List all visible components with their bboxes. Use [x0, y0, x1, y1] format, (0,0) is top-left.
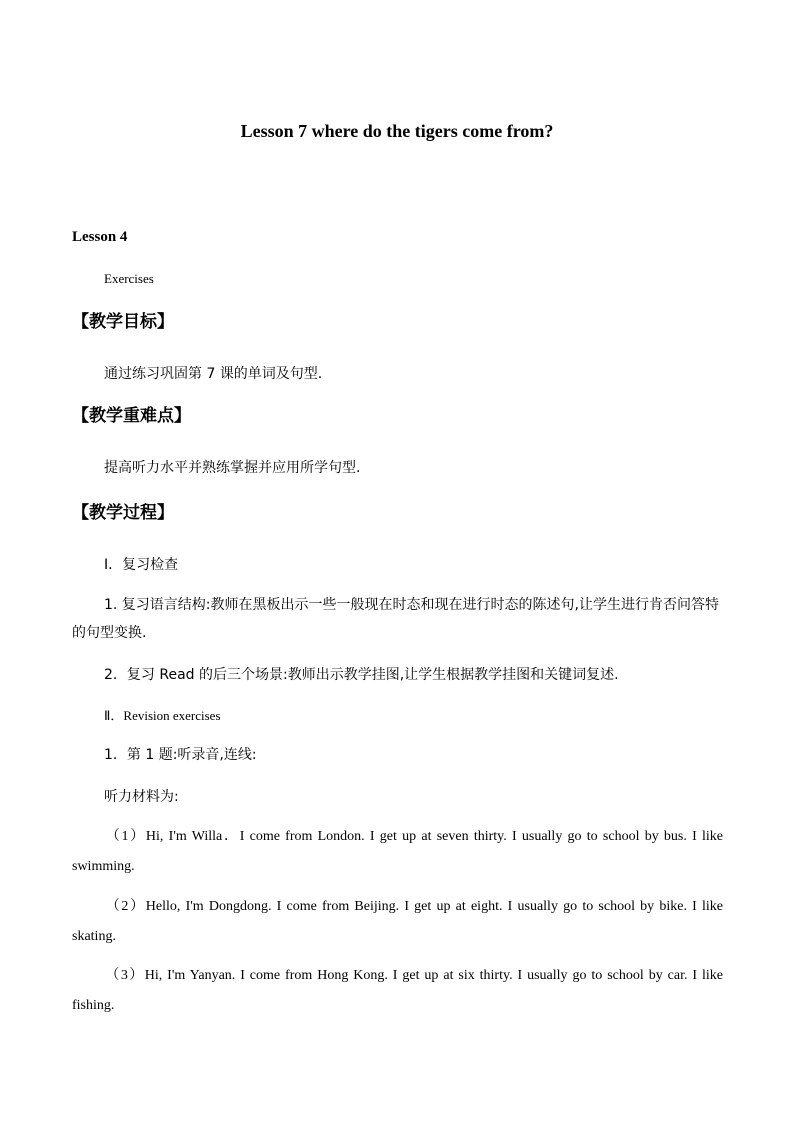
listening-item-3: [72, 961, 723, 1021]
key-points-heading: 【教学重难点】: [72, 406, 191, 426]
key-points-text: 提高听力水平并熟练掌握并应用所学句型.: [104, 460, 361, 476]
review-item-1: [72, 591, 722, 647]
document-title: Lesson 7 where do the tigers come from?: [240, 121, 554, 141]
part1-title: Ⅰ．复习检查: [104, 557, 179, 573]
listening-item-3-text: （3）Hi, I'm Yanyan. I come from Hong Kong. I get up at six thirty. I usually go to school by car. I like fishing.: [72, 968, 723, 1013]
process-heading: 【教学过程】: [72, 503, 174, 523]
lesson-subtitle: Exercises: [104, 271, 154, 286]
listening-item-2-text: （2）Hello, I'm Dongdong. I come from Beijing. I get up at eight. I usually go to school by bike. I like skating.: [72, 899, 723, 944]
listening-item-1: [72, 822, 723, 882]
listening-item-1-text: （1）Hi, I'm Willa．I come from London. I get up at seven thirty. I usually go to school by bus. I like swimming.: [72, 829, 723, 874]
goals-heading: 【教学目标】: [72, 312, 174, 332]
task-1: 1．第 1 题:听录音,连线:: [104, 747, 257, 763]
review-item-1-text: 1. 复习语言结构:教师在黑板出示一些一般现在时态和现在进行时态的陈述句,让学生进行肯否问答特的句型变换.: [72, 597, 719, 641]
part2-title: Ⅱ．Revision exercises: [104, 708, 221, 723]
review-item-2: 2．复习 Read 的后三个场景:教师出示教学挂图,让学生根据教学挂图和关键词复述.: [104, 667, 619, 683]
listening-item-2: [72, 892, 723, 952]
material-label: 听力材料为:: [104, 789, 179, 805]
goals-text: 通过练习巩固第 7 课的单词及句型.: [104, 366, 323, 382]
lesson-label: Lesson 4: [72, 229, 128, 245]
